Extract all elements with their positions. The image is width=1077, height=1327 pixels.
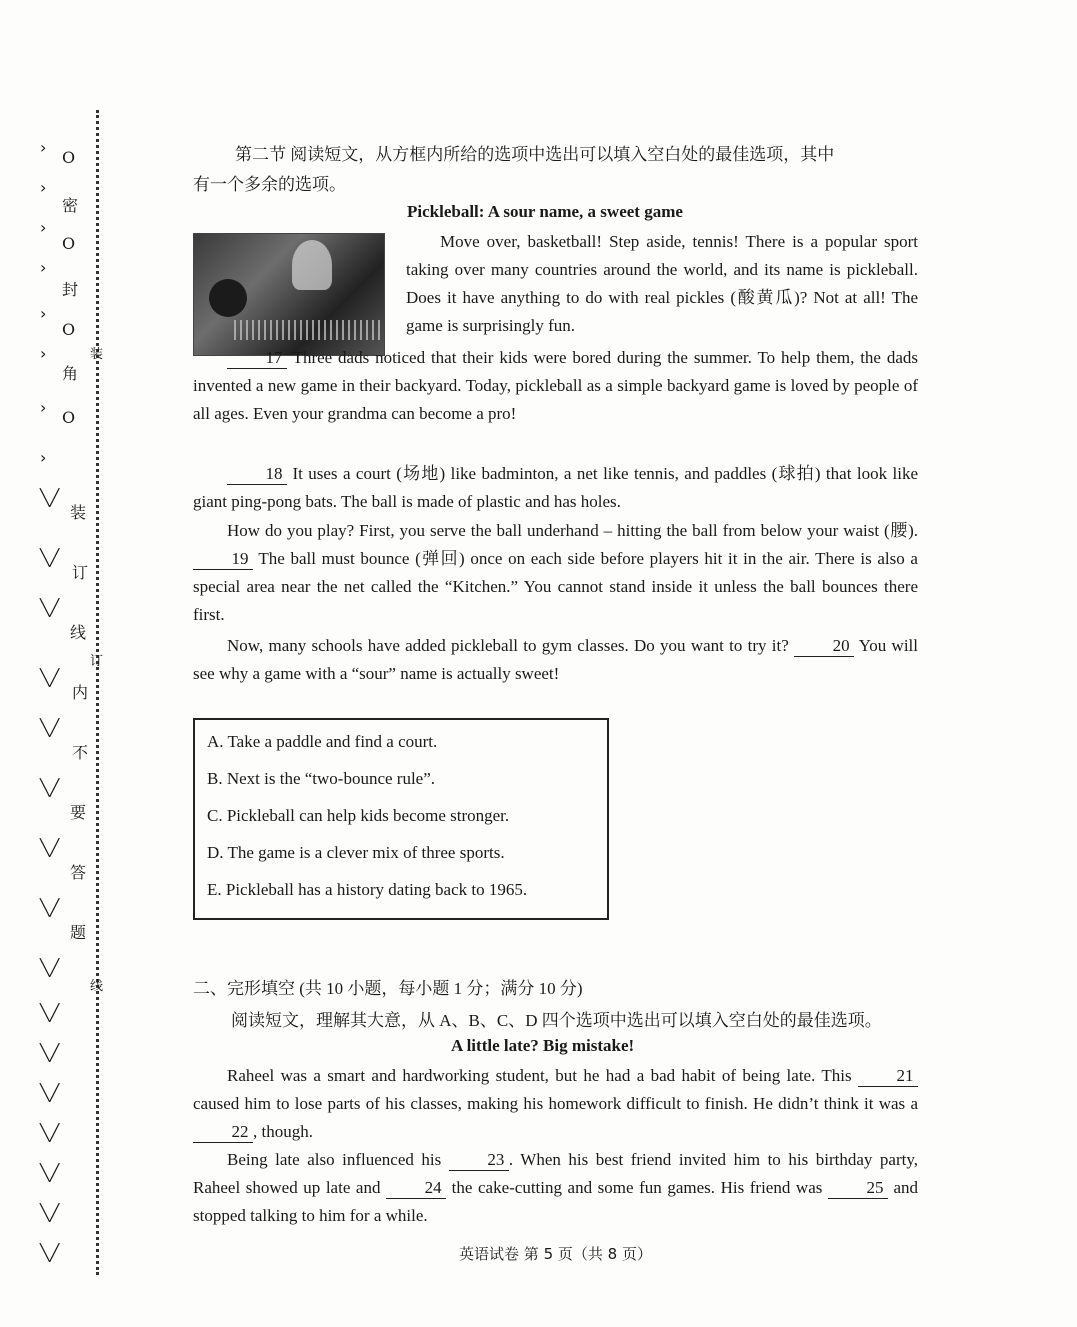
margin-instruction-char: 内 — [72, 683, 89, 702]
cloze-text: Raheel was a smart and hardworking student, but he had a bad habit of being late. This — [227, 1066, 852, 1085]
margin-circle: O — [62, 148, 76, 167]
paragraph-4-text-b: The ball must bounce (弹回) once on each side before players hit it in the air. There is also a special area near the net called the “Kitchen.” You cannot stand inside it unless the ball bounces there first. — [193, 549, 918, 624]
margin-small-label: 订 — [90, 654, 104, 669]
margin-instruction-char: 答 — [70, 863, 87, 882]
paragraph-5 — [193, 632, 918, 688]
margin-instruction-char: 要 — [70, 803, 87, 822]
margin-small-label: 装 — [90, 347, 104, 362]
paragraph-4-text-a: How do you play? First, you serve the ball underhand – hitting the ball from below your waist (腰). — [227, 521, 918, 540]
passage-title: Pickleball: A sour name, a sweet game — [407, 202, 683, 221]
margin-instruction-char: 订 — [72, 563, 89, 582]
part2-heading: 二、完形填空 (共 10 小题，每小题 1 分；满分 10 分) — [193, 979, 583, 998]
cloze-text: . When his best friend invited him to his birthday party, Raheel showed up late and — [193, 1150, 918, 1197]
paragraph-3 — [193, 460, 918, 516]
cloze-text: and stopped talking to him for a while. — [193, 1178, 919, 1225]
margin-seal-word: 封 — [62, 280, 79, 299]
cloze-text: caused him to lose parts of his classes, making his homework difficult to finish. He didn’t think it was a — [193, 1094, 918, 1113]
options-box — [193, 718, 609, 920]
option-c[interactable]: C. Pickleball can help kids become stronger. — [207, 806, 510, 825]
cloze-paragraph-1 — [193, 1062, 918, 1146]
part2-instruction: 阅读短文，理解其大意，从 A、B、C、D 四个选项中选出可以填入空白处的最佳选项。 — [231, 1011, 882, 1030]
margin-instruction-char: 题 — [70, 923, 87, 942]
cloze-text: the cake-cutting and some fun games. His friend was — [451, 1178, 823, 1197]
blank-21[interactable]: 21 — [858, 1066, 918, 1087]
section-heading-line2: 有一个多余的选项。 — [193, 175, 346, 194]
blank-24[interactable]: 24 — [386, 1178, 446, 1199]
margin-seal-word: 角 — [62, 364, 79, 383]
section-heading-line1: 第二节 阅读短文，从方框内所给的选项中选出可以填入空白处的最佳选项，其中 — [235, 145, 835, 164]
paragraph-5-text-b: You will see why a game with a “sour” name is actually sweet! — [193, 636, 918, 683]
blank-17[interactable]: 17 — [227, 348, 287, 369]
margin-seal-word: 密 — [62, 196, 79, 215]
margin-circle: O — [62, 408, 76, 427]
paragraph-4 — [193, 517, 918, 629]
blank-25[interactable]: 25 — [828, 1178, 888, 1199]
net-illustration — [234, 320, 384, 340]
player-silhouette — [292, 240, 332, 290]
cloze-text: Being late also influenced his — [227, 1150, 442, 1169]
margin-instruction-char: 不 — [72, 743, 89, 762]
option-e[interactable]: E. Pickleball has a history dating back to 1965. — [207, 880, 528, 899]
paragraph-1: Move over, basketball! Step aside, tennis! There is a popular sport taking over many countries around the world, and its name is pickleball. Does it have anything to do with real pickles (酸黄瓜)? Not at all! The game is surprisingly fun. — [406, 232, 918, 335]
part2-title: A little late? Big mistake! — [451, 1036, 635, 1055]
margin-circle: O — [62, 320, 76, 339]
paragraph-2 — [193, 344, 918, 428]
blank-19[interactable]: 19 — [193, 549, 253, 570]
blank-20[interactable]: 20 — [794, 636, 854, 657]
cloze-text: , though. — [253, 1122, 313, 1141]
blank-18[interactable]: 18 — [227, 464, 287, 485]
option-b[interactable]: B. Next is the “two-bounce rule”. — [207, 769, 436, 788]
margin-small-label: 线 — [90, 979, 104, 994]
binding-dotted-line — [96, 110, 99, 1275]
pickleball-photo — [193, 233, 385, 356]
option-a[interactable]: A. Take a paddle and find a court. — [207, 732, 438, 751]
option-d[interactable]: D. The game is a clever mix of three sports. — [207, 843, 505, 862]
paragraph-2-text: Three dads noticed that their kids were bored during the summer. To help them, the dads invented a new game in their backyard. Today, pickleball as a simple backyard game is loved by people of all ages. Even your grandma can become a pro! — [193, 348, 918, 423]
binding-margin: › O › 密 › O › 封 › O 装 › 角 › O › ╲╱ 装 ╲╱ 订 ╲╱ 线 订 ╲╱ 内 ╲╱ 不 ╲╱ 要 ╲╱ 答 ╲╱ 题 ╲╱ 线 ╲╱ ╲╱ ╲╱ ╲╱ ╲╱ ╲╱ ╲╱ — [40, 110, 120, 1280]
margin-instruction-char: 装 — [70, 503, 87, 522]
paragraph-3-text: It uses a court (场地) like badminton, a net like tennis, and paddles (球拍) that look like giant ping-pong bats. The ball is made of plastic and has holes. — [193, 464, 918, 511]
blank-22[interactable]: 22 — [193, 1122, 253, 1143]
paragraph-5-text-a: Now, many schools have added pickleball to gym classes. Do you want to try it? — [227, 636, 789, 655]
page-footer: 英语试卷 第 5 页（共 8 页） — [459, 1245, 652, 1263]
margin-instruction-char: 线 — [70, 623, 87, 642]
cloze-paragraph-2 — [193, 1146, 918, 1230]
blank-23[interactable]: 23 — [449, 1150, 509, 1171]
margin-circle: O — [62, 234, 76, 253]
player-head-silhouette — [209, 279, 247, 317]
